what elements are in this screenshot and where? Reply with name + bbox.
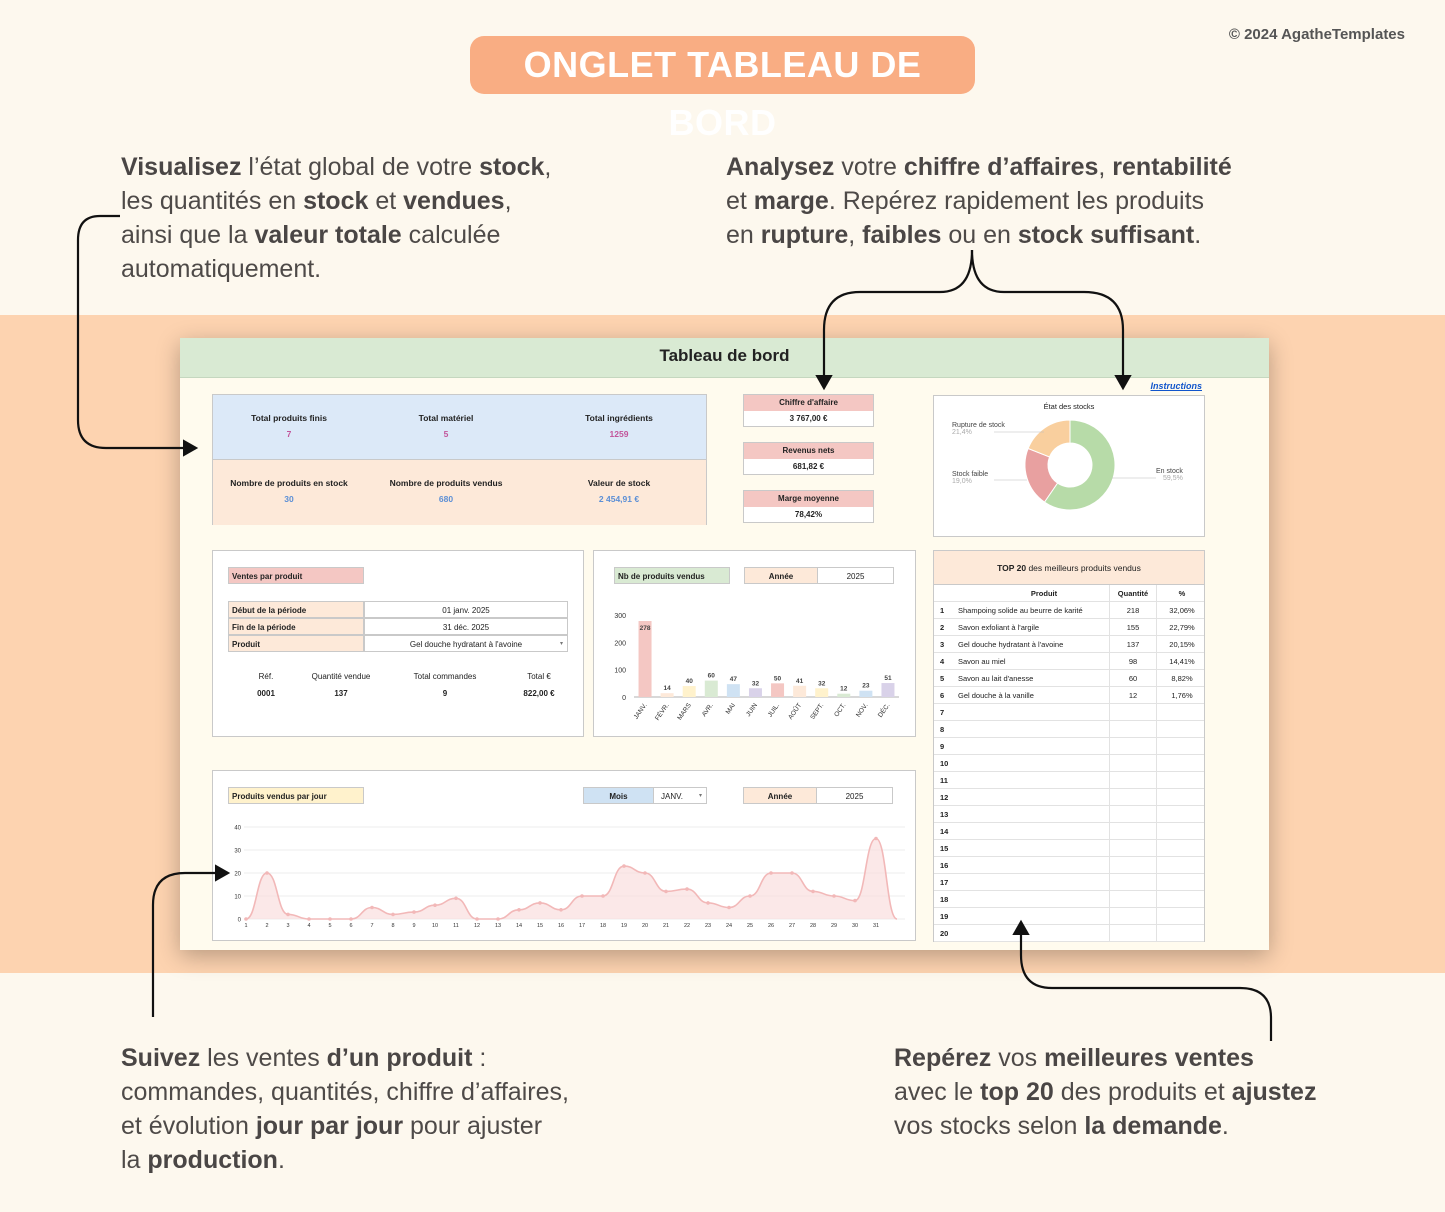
top20-cell: Savon exfoliant à l'argile bbox=[958, 623, 1040, 632]
legend-faible: Stock faible 19,0% bbox=[952, 471, 989, 485]
x-tick-label: 12 bbox=[473, 923, 481, 929]
data-point bbox=[265, 871, 269, 875]
x-tick-label: 18 bbox=[599, 923, 607, 929]
bar-label: 40 bbox=[685, 678, 693, 686]
x-tick-label: 6 bbox=[349, 923, 353, 929]
top20-cell: 18 bbox=[940, 895, 949, 904]
x-tick-label: 28 bbox=[809, 923, 817, 929]
dashboard-sheet bbox=[180, 338, 1269, 950]
x-tick-label: 26 bbox=[767, 923, 775, 929]
produit-select-value: Gel douche hydratant à l'avoine bbox=[409, 640, 523, 649]
data-point bbox=[328, 917, 332, 921]
ventes-title: Ventes par produit bbox=[228, 567, 364, 584]
top20-row bbox=[934, 704, 1204, 721]
bar-label: 51 bbox=[884, 675, 892, 683]
x-tick-label: 27 bbox=[788, 923, 796, 929]
top20-row bbox=[934, 874, 1204, 891]
data-point bbox=[874, 837, 878, 841]
bar-label: 41 bbox=[796, 677, 804, 685]
bar-MAI bbox=[727, 684, 740, 697]
summary-box bbox=[212, 394, 707, 525]
data-point bbox=[685, 887, 689, 891]
data-point bbox=[706, 901, 710, 905]
top20-row bbox=[934, 755, 1204, 772]
summary-top bbox=[213, 395, 706, 460]
top20-cell: 19 bbox=[940, 912, 949, 921]
data-point bbox=[412, 910, 416, 914]
top20-row bbox=[934, 619, 1204, 636]
monthly-annee-label: Année bbox=[744, 567, 818, 584]
data-point bbox=[244, 917, 248, 921]
sheet-header: Tableau de bord bbox=[180, 338, 1269, 378]
bar-NOV. bbox=[859, 691, 872, 697]
top20-cell: 3 bbox=[940, 640, 945, 649]
top20-cell: 60 bbox=[1128, 674, 1138, 683]
monthly-sales-panel bbox=[593, 550, 916, 737]
x-tick-label: 21 bbox=[662, 923, 670, 929]
top20-row bbox=[934, 636, 1204, 653]
top20-cell: Gel douche à la vanille bbox=[958, 691, 1034, 700]
kpi-ingredients: Total ingrédients 1259 bbox=[585, 413, 653, 439]
data-point bbox=[580, 894, 584, 898]
x-tick-label: 16 bbox=[557, 923, 565, 929]
top20-cell: Savon au lait d'anesse bbox=[958, 674, 1034, 683]
bar-label: 278 bbox=[639, 625, 651, 633]
bar-JANV. bbox=[639, 621, 652, 697]
top20-cell: 14 bbox=[940, 827, 949, 836]
bar-MARS bbox=[683, 686, 696, 697]
data-point bbox=[286, 913, 290, 917]
top20-row bbox=[934, 721, 1204, 738]
legend-en-stock: En stock 59,5% bbox=[1156, 468, 1183, 482]
top20-cell: 6 bbox=[940, 691, 945, 700]
copyright: © 2024 AgatheTemplates bbox=[1228, 26, 1405, 43]
bar-label: 14 bbox=[663, 685, 671, 693]
x-tick-label: FÉVR. bbox=[654, 702, 671, 722]
bar-AOÛT bbox=[793, 686, 806, 697]
top20-cell: 8,82% bbox=[1171, 674, 1193, 683]
daily-annee-value[interactable]: 2025 bbox=[816, 787, 893, 804]
top20-cell: Gel douche hydratant à l'avoine bbox=[958, 640, 1064, 649]
data-point bbox=[769, 871, 773, 875]
top20-cell: 7 bbox=[940, 708, 945, 717]
daily-sales-panel bbox=[212, 770, 916, 941]
x-tick-label: 1 bbox=[244, 923, 248, 929]
col-total: Total € bbox=[527, 672, 551, 681]
top20-col-header: Produit bbox=[1030, 589, 1058, 598]
monthly-bar-chart bbox=[594, 551, 917, 738]
callout-stock: Visualisez l’état global de votre stock, les quantités en stock et vendues, ainsi que la valeur totale calculée automatiquement. bbox=[121, 153, 552, 283]
data-point bbox=[517, 908, 521, 912]
debut-label: Début de la période bbox=[228, 601, 364, 618]
legend-rupture: Rupture de stock 21,4% bbox=[952, 422, 1005, 436]
x-tick-label: AVR. bbox=[700, 702, 715, 719]
data-point bbox=[853, 899, 857, 903]
metric-revenus-nets: Revenus nets 681,82 € bbox=[743, 442, 874, 475]
x-tick-label: 4 bbox=[307, 923, 311, 929]
fin-value[interactable]: 31 déc. 2025 bbox=[364, 618, 568, 635]
bar-label: 23 bbox=[862, 682, 870, 690]
donut-title: État des stocks bbox=[1043, 402, 1095, 411]
top20-row bbox=[934, 738, 1204, 755]
top20-cell: 11 bbox=[940, 776, 948, 785]
data-point bbox=[391, 913, 395, 917]
x-tick-label: MARS bbox=[676, 702, 693, 722]
top20-cell: 14,41% bbox=[1169, 657, 1195, 666]
x-tick-label: DÉC. bbox=[876, 702, 892, 719]
monthly-title: Nb de produits vendus bbox=[614, 567, 730, 584]
data-point bbox=[811, 890, 815, 894]
top20-row bbox=[934, 840, 1204, 857]
y-tick-label: 0 bbox=[237, 917, 241, 924]
top20-cell: 155 bbox=[1126, 623, 1140, 632]
top20-cell: 20 bbox=[940, 929, 949, 938]
top20-cell: 17 bbox=[940, 878, 949, 887]
y-tick-label: 40 bbox=[234, 825, 241, 832]
area-fill bbox=[246, 839, 897, 920]
data-point bbox=[370, 906, 374, 910]
x-tick-label: 8 bbox=[391, 923, 395, 929]
top20-cell: 12 bbox=[1128, 691, 1138, 700]
bar-label: 32 bbox=[751, 680, 760, 688]
top20-cell: 22,79% bbox=[1169, 623, 1195, 632]
bar-DÉC. bbox=[881, 683, 894, 697]
x-tick-label: JUIL. bbox=[766, 702, 782, 719]
bar-FÉVR. bbox=[661, 693, 674, 697]
bar-label: 60 bbox=[707, 672, 715, 680]
x-tick-label: 29 bbox=[830, 923, 838, 929]
top20-table bbox=[933, 550, 1205, 942]
top20-row bbox=[934, 857, 1204, 874]
data-point bbox=[643, 871, 647, 875]
y-tick-label: 10 bbox=[234, 894, 241, 901]
x-tick-label: 19 bbox=[620, 923, 628, 929]
val-quantite: 137 bbox=[334, 689, 348, 698]
top20-cell: 13 bbox=[940, 810, 949, 819]
x-tick-label: AOÛT bbox=[787, 702, 804, 721]
bar-JUIN bbox=[749, 688, 762, 697]
val-total: 822,00 € bbox=[523, 689, 555, 698]
page-title: ONGLET TABLEAU DE BORD bbox=[470, 36, 975, 94]
x-tick-label: 3 bbox=[286, 923, 290, 929]
top20-cell: 9 bbox=[940, 742, 945, 751]
bar-label: 47 bbox=[729, 676, 737, 684]
top20-row bbox=[934, 687, 1204, 704]
x-tick-label: 11 bbox=[453, 923, 459, 929]
data-point bbox=[559, 908, 563, 912]
top20-cell: 137 bbox=[1126, 640, 1140, 649]
data-point bbox=[475, 917, 479, 921]
metric-chiffre-affaire: Chiffre d'affaire 3 767,00 € bbox=[743, 394, 874, 427]
top20-cell: 20,15% bbox=[1169, 640, 1195, 649]
x-tick-label: 23 bbox=[704, 923, 712, 929]
data-point bbox=[307, 917, 311, 921]
x-tick-label: JUIN bbox=[745, 702, 760, 718]
x-tick-label: JANV. bbox=[632, 702, 649, 721]
daily-area-chart bbox=[213, 771, 917, 942]
kpi-produits-vendus: Nombre de produits vendus 680 bbox=[389, 478, 503, 504]
top20-cell: 98 bbox=[1128, 657, 1138, 666]
col-commandes: Total commandes bbox=[413, 672, 477, 681]
top20-row bbox=[934, 670, 1204, 687]
y-tick-label: 30 bbox=[234, 848, 241, 855]
instructions-link[interactable]: Instructions bbox=[1150, 381, 1202, 391]
top20-cell: 12 bbox=[940, 793, 949, 802]
bar-JUIL. bbox=[771, 683, 784, 697]
produit-label: Produit bbox=[228, 635, 364, 652]
col-quantite: Quantité vendue bbox=[311, 672, 371, 681]
daily-annee-label: Année bbox=[743, 787, 817, 804]
data-point bbox=[601, 894, 605, 898]
y-tick-label: 100 bbox=[614, 667, 626, 675]
data-point bbox=[454, 897, 458, 901]
top20-cell: 1 bbox=[940, 606, 945, 615]
val-commandes: 9 bbox=[442, 689, 448, 698]
kpi-materiel: Total matériel 5 bbox=[418, 413, 474, 439]
top20-row bbox=[934, 891, 1204, 908]
x-tick-label: 7 bbox=[370, 923, 374, 929]
summary-bottom bbox=[213, 460, 706, 525]
y-tick-label: 300 bbox=[614, 613, 626, 620]
top20-cell: 4 bbox=[940, 657, 945, 666]
kpi-produits-finis: Total produits finis 7 bbox=[251, 413, 327, 439]
top20-col-header: % bbox=[1178, 589, 1186, 598]
top20-cell: 218 bbox=[1126, 606, 1140, 615]
top20-row bbox=[934, 806, 1204, 823]
bar-label: 32 bbox=[818, 680, 826, 688]
top20-row bbox=[934, 823, 1204, 840]
x-tick-label: SEPT. bbox=[809, 702, 826, 721]
x-tick-label: 17 bbox=[578, 923, 586, 929]
kpi-valeur-stock: Valeur de stock 2 454,91 € bbox=[587, 478, 651, 504]
x-tick-label: 15 bbox=[536, 923, 544, 929]
x-tick-label: NOV. bbox=[855, 702, 870, 719]
top20-cell: 15 bbox=[940, 844, 949, 853]
top20-cell: 2 bbox=[940, 623, 945, 632]
x-tick-label: 10 bbox=[431, 923, 439, 929]
bar-label: 50 bbox=[773, 675, 782, 683]
data-point bbox=[622, 864, 626, 868]
x-tick-label: MAI bbox=[724, 702, 738, 716]
top20-row bbox=[934, 925, 1204, 942]
donut-svg bbox=[934, 396, 1206, 538]
top20-cell: 1,76% bbox=[1171, 691, 1193, 700]
data-point bbox=[748, 894, 752, 898]
mois-select-value: JANV. bbox=[661, 792, 683, 801]
bar-OCT. bbox=[837, 694, 850, 697]
bar-SEPT. bbox=[815, 688, 828, 697]
metric-marge-moyenne: Marge moyenne 78,42% bbox=[743, 490, 874, 523]
x-tick-label: 22 bbox=[683, 923, 691, 929]
top20-title: TOP 20 des meilleurs produits vendus bbox=[934, 551, 1204, 585]
top20-cell: 32,06% bbox=[1169, 606, 1195, 615]
top20-row bbox=[934, 602, 1204, 619]
val-ref: 0001 bbox=[257, 689, 275, 698]
callout-chiffre-affaires: Analysez votre chiffre d’affaires, rentabilité et marge. Repérez rapidement les produits en rupture, faibles ou en stock suffisant. bbox=[726, 153, 1232, 249]
y-tick-label: 200 bbox=[614, 640, 626, 648]
top20-row bbox=[934, 653, 1204, 670]
chevron-down-icon: ▾ bbox=[698, 793, 702, 799]
data-point bbox=[664, 890, 668, 894]
top20-cell: 5 bbox=[940, 674, 945, 683]
data-point bbox=[349, 917, 353, 921]
stock-status-chart bbox=[933, 395, 1205, 537]
top20-row bbox=[934, 908, 1204, 925]
top20-cell: Savon au miel bbox=[958, 657, 1006, 666]
data-point bbox=[727, 906, 731, 910]
top20-cell: 10 bbox=[940, 759, 949, 768]
donut-slice-stock-faible bbox=[1028, 420, 1070, 457]
data-point bbox=[433, 903, 437, 907]
fin-label: Fin de la période bbox=[228, 618, 364, 635]
x-tick-label: 30 bbox=[851, 923, 859, 929]
top20-row bbox=[934, 772, 1204, 789]
monthly-annee-value[interactable]: 2025 bbox=[817, 567, 894, 584]
x-tick-label: 14 bbox=[515, 923, 523, 929]
ventes-par-produit-panel bbox=[212, 550, 584, 737]
top20-col-header: Quantité bbox=[1117, 589, 1149, 598]
data-point bbox=[496, 917, 500, 921]
x-tick-label: 13 bbox=[494, 923, 502, 929]
x-tick-label: 25 bbox=[746, 923, 754, 929]
bar-AVR. bbox=[705, 681, 718, 697]
top20-cell: Shampoing solide au beurre de karité bbox=[958, 606, 1083, 615]
callout-top20: Repérez vos meilleures ventes avec le top 20 des produits et ajustez vos stocks selon la demande. bbox=[894, 1044, 1317, 1140]
data-point bbox=[832, 894, 836, 898]
x-tick-label: 31 bbox=[872, 923, 880, 929]
x-tick-label: OCT. bbox=[833, 702, 848, 719]
callout-ventes-produit: Suivez les ventes d’un produit : commandes, quantités, chiffre d’affaires, et évolution jour par jour pour ajuster la production. bbox=[121, 1044, 569, 1174]
kpi-produits-en-stock: Nombre de produits en stock 30 bbox=[230, 478, 348, 504]
x-tick-label: 9 bbox=[412, 923, 416, 929]
data-point bbox=[538, 901, 542, 905]
top20-cell: 16 bbox=[940, 861, 949, 870]
data-point bbox=[790, 871, 794, 875]
top20-row bbox=[934, 789, 1204, 806]
debut-value[interactable]: 01 janv. 2025 bbox=[364, 601, 568, 618]
y-tick-label: 20 bbox=[234, 871, 241, 878]
col-ref: Réf. bbox=[258, 672, 274, 681]
x-tick-label: 2 bbox=[265, 923, 269, 929]
y-tick-label: 0 bbox=[622, 695, 626, 702]
x-tick-label: 20 bbox=[641, 923, 649, 929]
daily-title: Produits vendus par jour bbox=[228, 787, 364, 804]
top20-header-row bbox=[934, 585, 1204, 602]
mois-label: Mois bbox=[583, 787, 654, 804]
x-tick-label: 24 bbox=[725, 923, 733, 929]
chevron-down-icon: ▾ bbox=[559, 641, 563, 647]
bar-label: 12 bbox=[840, 685, 848, 693]
produit-select[interactable] bbox=[364, 635, 568, 652]
top20-cell: 8 bbox=[940, 725, 945, 734]
x-tick-label: 5 bbox=[328, 923, 332, 929]
